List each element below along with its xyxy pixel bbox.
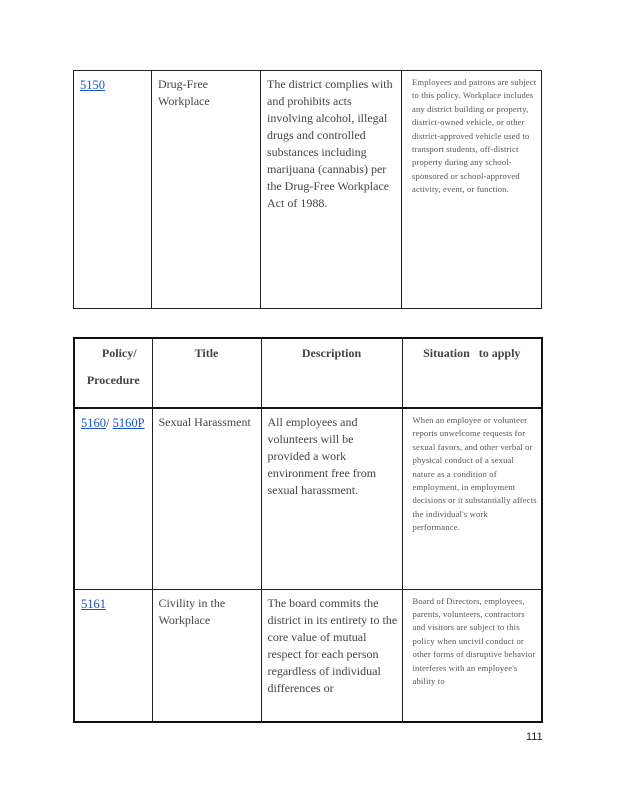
header-title: Title bbox=[152, 338, 261, 408]
policy-code-cell bbox=[74, 71, 152, 309]
policy-table-main bbox=[73, 337, 543, 723]
policy-description: The district complies with and prohibits acts involving alcohol, illegal drugs and controlled substances including marijuana (cannabis) per the Drug-Free Workplace Act of 1988. bbox=[261, 71, 402, 309]
policy-title: Sexual Harassment bbox=[152, 408, 261, 589]
table-row bbox=[74, 589, 542, 722]
policy-description: All employees and volunteers will be provided a work environment free from sexual harassment. bbox=[261, 408, 402, 589]
policy-title: Civility in the Workplace bbox=[152, 589, 261, 722]
policy-link-5160[interactable]: 5160 bbox=[81, 416, 106, 430]
policy-situation: When an employee or volunteer reports unwelcome requests for sexual favors, and other verbal or physical conduct of a sexual nature as a condition of employment, in employment decisions or it substantially affects the individual's work performance. bbox=[402, 408, 542, 589]
table-row bbox=[74, 71, 542, 309]
page-number: 111 bbox=[526, 731, 543, 743]
policy-situation: Board of Directors, employees, parents, volunteers, contractors and visitors are subject to this policy when uncivil conduct or other forms of disruptive behavior interferes with an employee's ability to bbox=[402, 589, 542, 722]
code-separator: / bbox=[106, 416, 113, 430]
policy-title: Drug-Free Workplace bbox=[152, 71, 261, 309]
policy-table-top bbox=[73, 70, 542, 309]
header-policy-procedure bbox=[74, 338, 152, 408]
policy-link-5150[interactable]: 5150 bbox=[80, 78, 105, 92]
header-situation: Situation to apply bbox=[402, 338, 542, 408]
table-header-row bbox=[74, 338, 542, 408]
header-description: Description bbox=[261, 338, 402, 408]
header-policy-line1: Policy/ bbox=[101, 346, 137, 360]
table-row bbox=[74, 408, 542, 589]
policy-code-cell bbox=[74, 589, 152, 722]
policy-link-5161[interactable]: 5161 bbox=[81, 596, 106, 611]
header-policy-line2: Procedure bbox=[86, 373, 140, 387]
policy-description: The board commits the district in its entirety to the core value of mutual respect for each person regardless of individual differences or bbox=[261, 589, 402, 722]
policy-code-cell bbox=[74, 408, 152, 589]
policy-link-5160p[interactable]: 5160P bbox=[112, 416, 145, 430]
policy-situation: Employees and patrons are subject to this policy. Workplace includes any district building or property, district-owned vehicle, or other district-approved vehicle used to transport students, off-district property during any school-sponsored or school-approved activity, event, or function. bbox=[402, 71, 542, 309]
